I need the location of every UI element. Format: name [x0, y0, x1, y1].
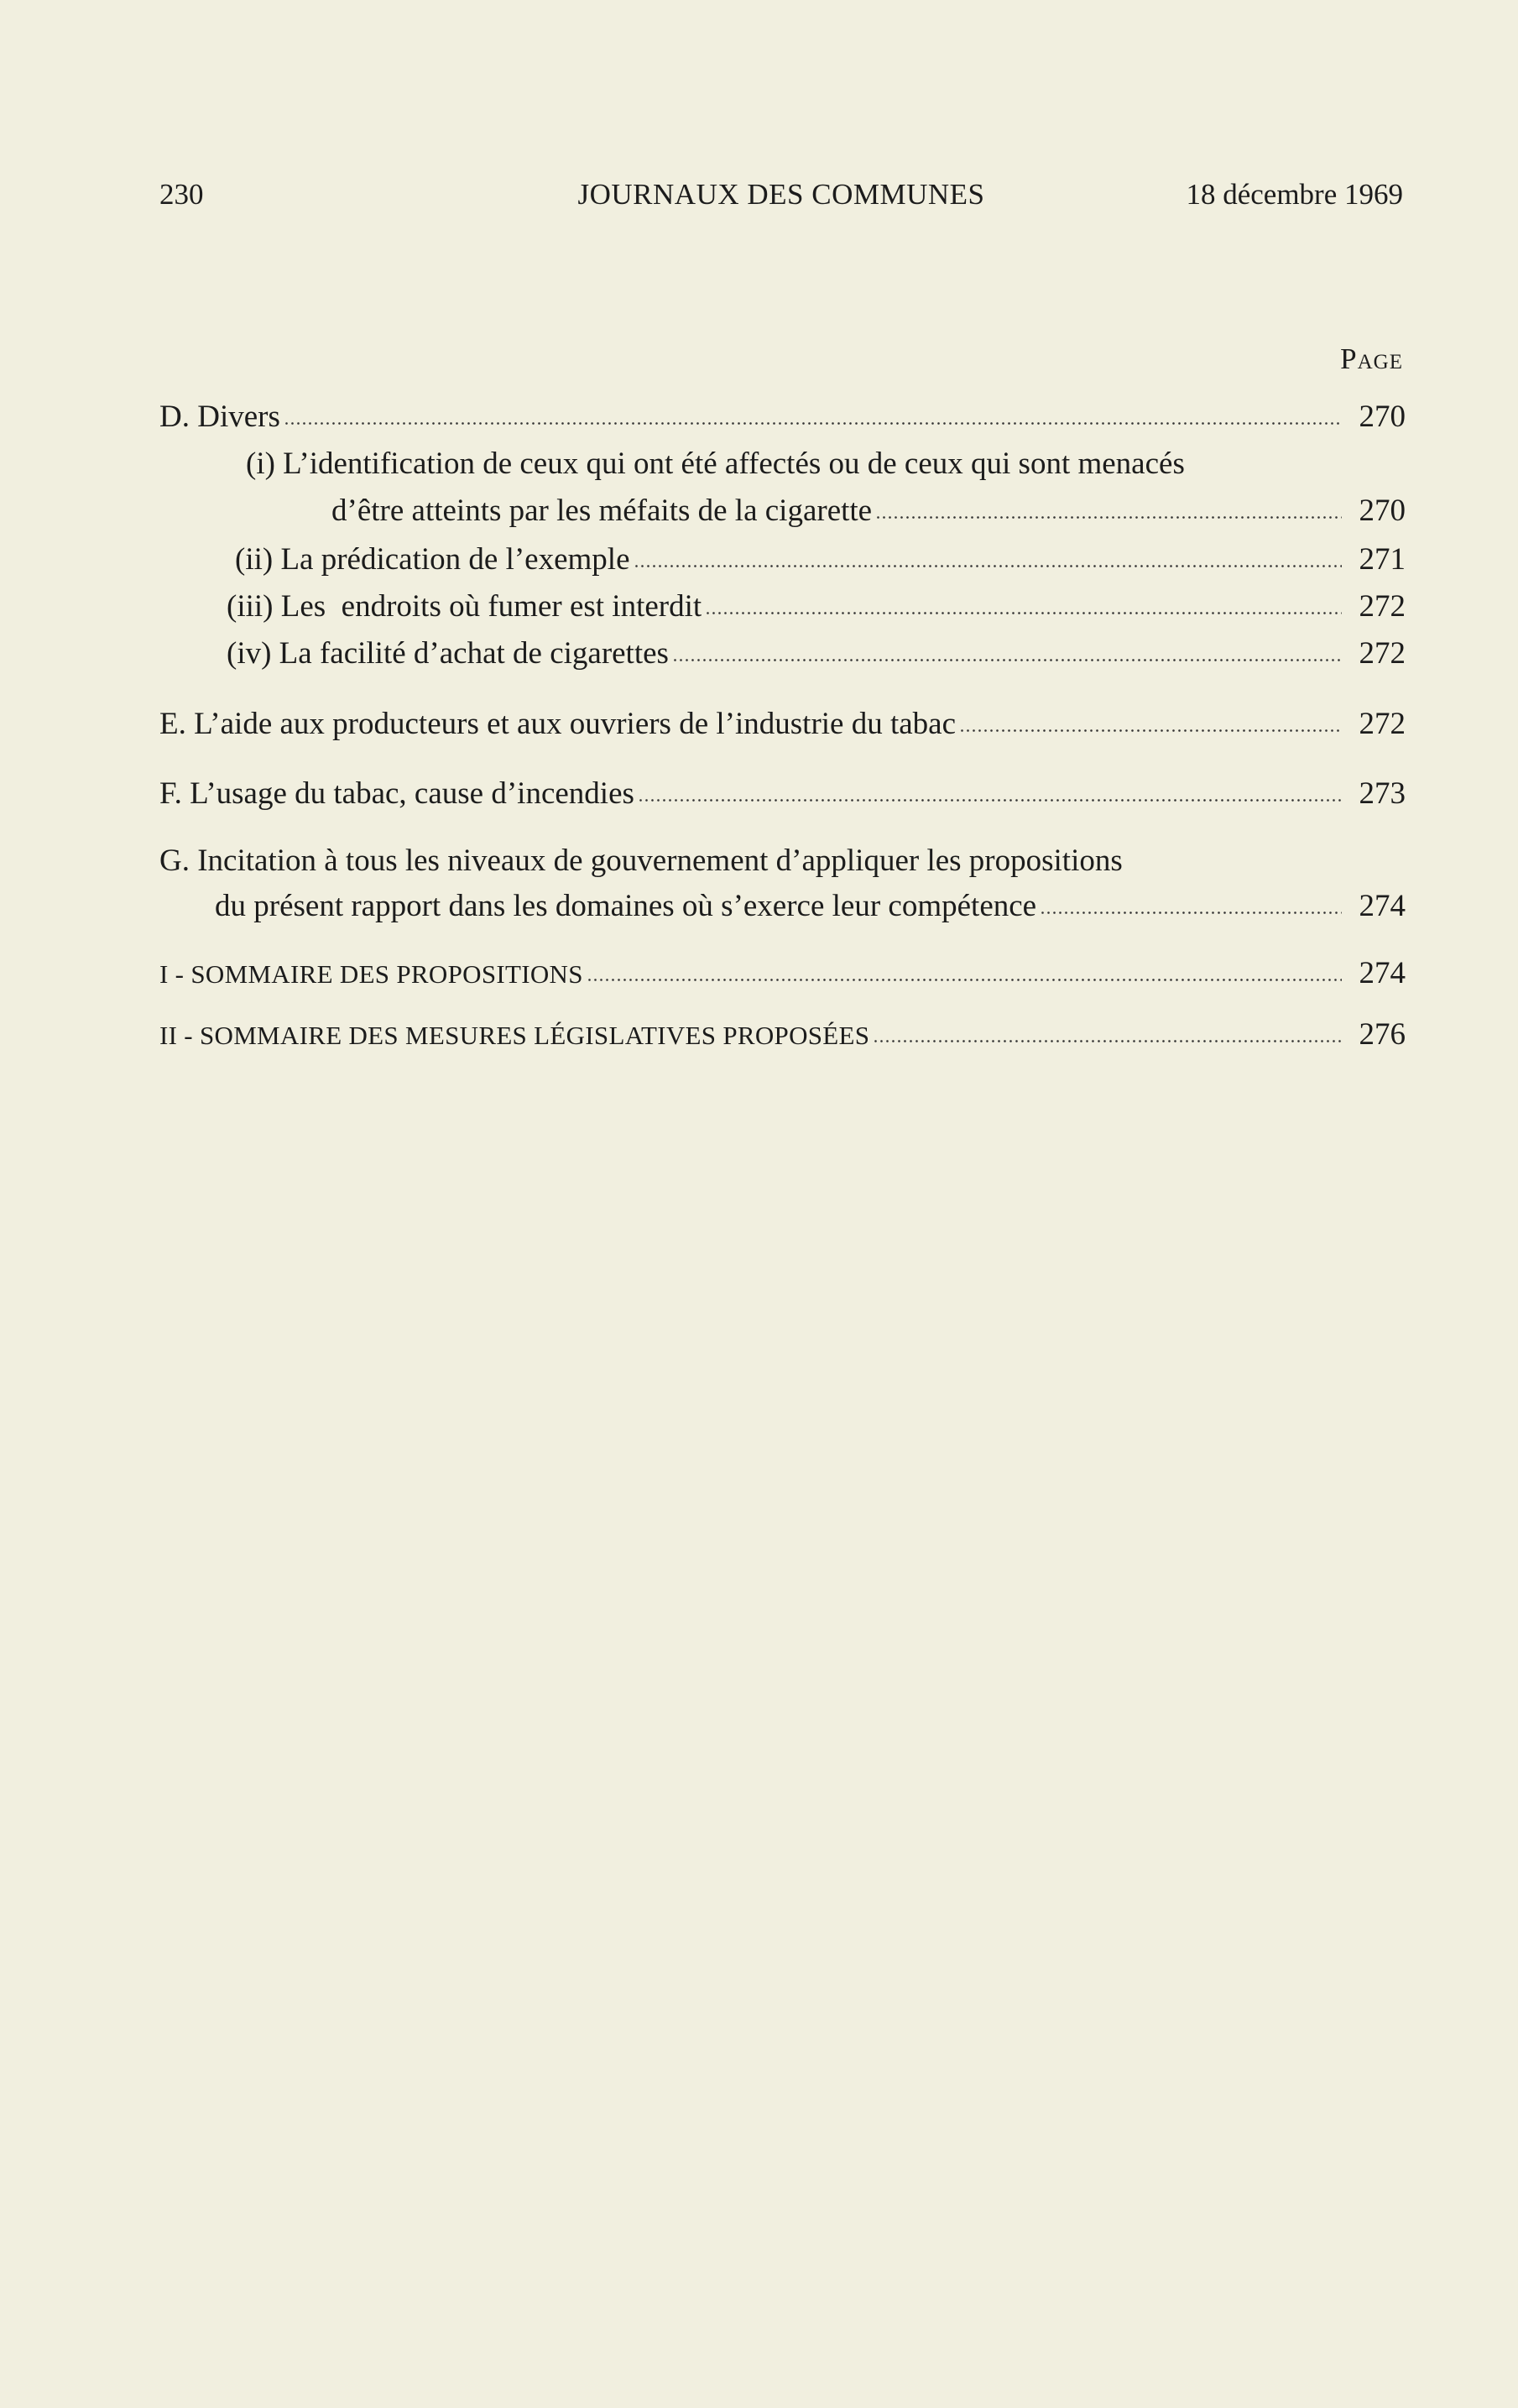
- page-number: 230: [159, 178, 204, 211]
- page-column-label: Page: [1340, 342, 1403, 375]
- toc-entry-incitation: [159, 843, 1406, 925]
- toc-entry-page: 270: [1359, 400, 1406, 434]
- dot-leader: [587, 979, 1342, 981]
- toc-entry-incendies: [159, 776, 1406, 812]
- dot-leader: [1040, 911, 1342, 914]
- toc-entry-page: 272: [1359, 707, 1406, 741]
- toc-entry-identification: [159, 446, 1406, 530]
- toc-entry-page: 274: [1359, 889, 1406, 923]
- dot-leader: [959, 729, 1342, 732]
- toc-entry-sommaire-propositions: [159, 955, 1406, 993]
- dot-leader: [634, 565, 1342, 567]
- dot-leader: [705, 612, 1342, 614]
- toc-entry-page: 272: [1359, 636, 1406, 671]
- toc-entry-label: E. L’aide aux producteurs et aux ouvriers de l’industrie du tabac: [159, 707, 957, 741]
- toc-entry-label: d’être atteints par les méfaits de la cigarette: [331, 494, 873, 528]
- toc-entry-label: D. Divers: [159, 400, 280, 434]
- dot-leader: [672, 659, 1342, 661]
- dot-leader: [875, 516, 1342, 519]
- toc-entry-sommaire-mesures: [159, 1016, 1406, 1054]
- dot-leader: [873, 1040, 1342, 1042]
- toc-entry-page: 271: [1359, 542, 1406, 577]
- toc-entry-divers: [159, 399, 1406, 436]
- dot-leader: [284, 422, 1342, 425]
- toc-entry-page: 270: [1359, 494, 1406, 528]
- toc-entry-label: I - SOMMAIRE DES PROPOSITIONS: [159, 959, 583, 989]
- toc-entry-first-line: G. Incitation à tous les niveaux de gouvernement d’appliquer les propositions: [159, 844, 1123, 878]
- toc-entry-predication: [159, 541, 1406, 578]
- toc-entry-page: 273: [1359, 776, 1406, 811]
- toc-entry-label: du présent rapport dans les domaines où s’exerce leur compétence: [215, 889, 1037, 923]
- toc-entry-label: (ii) La prédication de l’exemple: [235, 542, 630, 577]
- journal-title: JOURNAUX DES COMMUNES: [577, 178, 985, 211]
- header-date: 18 décembre 1969: [1186, 178, 1403, 211]
- toc-entry-page: 276: [1359, 1017, 1406, 1052]
- toc-entry-page: 274: [1359, 956, 1406, 990]
- toc-entry-first-line: (i) L’identification de ceux qui ont été affectés ou de ceux qui sont menacés: [246, 447, 1185, 481]
- toc-entry-label: F. L’usage du tabac, cause d’incendies: [159, 776, 634, 811]
- toc-entry-endroits: [159, 588, 1406, 625]
- toc-entry-page: 272: [1359, 589, 1406, 624]
- running-head: [159, 178, 1403, 220]
- toc-entry-label: (iii) Les endroits où fumer est interdit: [227, 589, 702, 624]
- toc-entry-producteurs: [159, 706, 1406, 743]
- toc-entry-label: (iv) La facilité d’achat de cigarettes: [227, 636, 669, 671]
- toc-entry-label: II - SOMMAIRE DES MESURES LÉGISLATIVES PROPOSÉES: [159, 1021, 870, 1050]
- toc-entry-achat: [159, 635, 1406, 672]
- dot-leader: [638, 799, 1342, 802]
